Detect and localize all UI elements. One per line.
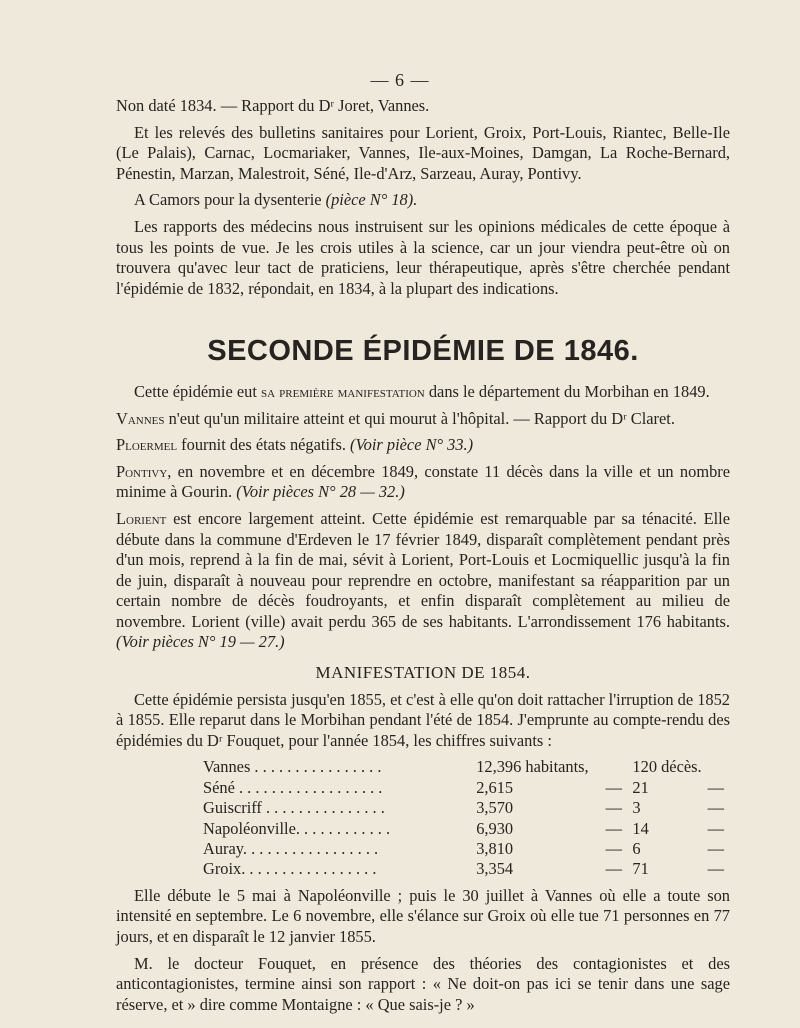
paragraph-1854: Cette épidémie persista jusqu'en 1855, et c'est à elle qu'on doit rattacher l'irruption de 1852 à 1855. Elle reparut dans le Morbihan pendant l'été de 1854. J'emprunte au compte-rendu des épidémies du Dʳ Fouquet, pour l'année 1854, les chiffres suivants : <box>116 689 730 750</box>
cell-town: Groix. . . . . . . . . . . . . . . . . <box>203 859 377 879</box>
cell-town: Auray. . . . . . . . . . . . . . . . . <box>203 839 379 859</box>
vannes-text: n'eut qu'un militaire atteint et qui mourut à l'hôpital. — Rapport du Dʳ Claret. <box>164 408 675 428</box>
pontivy-name: Pontivy <box>116 461 168 481</box>
cell-dash1: — <box>605 818 623 838</box>
cell-cases: 21 <box>632 777 649 797</box>
paragraph-ploermel <box>116 435 730 456</box>
first-smallcaps: sa première manifestation <box>260 381 425 401</box>
vannes-name: Vannes <box>116 408 165 428</box>
cell-dash2 <box>702 757 730 777</box>
first-b: dans le département du Morbihan en 1849. <box>424 381 710 401</box>
cell-count: 3,570 <box>476 798 514 818</box>
paragraph-progression: Elle débute le 5 mai à Napoléonville ; puis le 30 juillet à Vannes où elle a toute son intensité en septembre. Le 6 novembre, elle s'élance sur Groix où elle tue 71 personnes en 77 jours, et en disparaît le 12 janvier 1855. <box>116 885 730 947</box>
date-line: Non daté 1834. — Rapport du Dʳ Joret, Vannes. <box>116 96 430 115</box>
table-row <box>203 798 730 818</box>
cell-cases: 6 <box>632 839 641 859</box>
cell-town: Napoléonville. . . . . . . . . . . . <box>203 818 391 838</box>
paragraph-vannes <box>116 409 730 430</box>
cell-dash2: — <box>707 798 724 818</box>
paragraph-reports: Les rapports des médecins nous instruisent sur les opinions médicales de cette époque à tous les points de vue. Je les crois utiles à la science, car un jour viendra peut-être où on trouvera qu'avec leur tact de praticiens, leur thérapeutique, après s'être cherchée pendant l'épidémie de 1832, répondait, en 1834, à la plupart des indications. <box>116 216 730 298</box>
cell-dash1 <box>595 757 632 777</box>
statistics-table <box>203 757 730 879</box>
cell-count: 3,810 <box>476 839 514 859</box>
table-row <box>203 859 730 879</box>
paragraph-bulletins: Et les relevés des bulletins sanitaires pour Lorient, Groix, Port-Louis, Riantec, Belle-Ile (Le Palais), Carnac, Locmariaker, Vannes, Ile-aux-Moines, Damgan, La Roche-Bernard, Pénestin, Marzan, Malestroit, Séné, Ile-d'Arz, Sarzeau, Auray, Pontivy. <box>116 122 730 183</box>
pontivy-text: , en novembre et en décembre 1849, constate 11 décès dans la ville et un nombre minime à Gourin. <box>116 461 730 502</box>
paragraph-pontivy <box>116 462 730 503</box>
ploermel-name: Ploermel <box>116 435 178 455</box>
paragraph-lorient <box>116 509 730 653</box>
paragraph-conclusion: M. le docteur Fouquet, en présence des théories des contagionistes et des anticontagionistes, termine ainsi son rapport : « Ne doit-on pas ici se tenir dans une sage réserve, et » dire comme Montaigne : « Que sais-je ? » <box>116 953 730 1014</box>
cell-dash1: — <box>605 777 623 797</box>
section-heading: SECONDE ÉPIDÉMIE DE 1846. <box>207 335 639 368</box>
cell-cases: 71 <box>632 859 649 879</box>
table-row <box>203 839 730 859</box>
cell-town: Vannes . . . . . . . . . . . . . . . . <box>203 757 382 777</box>
lorient-text: est encore largement atteint. Cette épidémie est remarquable par sa ténacité. Elle débute dans la commune d'Erdeven le 17 février 1849, disparaît complètement pendant près d'un mois, reprend à la fin de mai, sévit à Lorient, Port-Louis et Locmiquellic jusqu'à la fin de juin, disparaît à nouveau pour reprendre en octobre, manifestant sa réapparition par un certain nombre de décès foudroyants, et enfin disparaît complètement au milieu de novembre. Lorient (ville) avait perdu 365 de ses habitants. L'arrondissement 176 habitants. <box>116 508 730 631</box>
table-row <box>203 819 730 839</box>
cell-dash2: — <box>707 839 724 859</box>
cell-count: 2,615 <box>476 777 514 797</box>
lorient-ref: (Voir pièces N° 19 — 27.) <box>116 632 285 652</box>
cell-cases: 3 <box>632 798 641 818</box>
cell-dash1: — <box>605 859 623 879</box>
cell-cases: 120 décès. <box>632 757 702 777</box>
camors-text: A Camors pour la dysenterie <box>134 190 326 210</box>
cell-dash2: — <box>707 818 724 838</box>
cell-dash1: — <box>605 798 623 818</box>
pontivy-ref: (Voir pièces N° 28 — 32.) <box>236 482 405 502</box>
first-a: Cette épidémie eut <box>134 381 261 401</box>
paragraph-camors <box>116 190 730 211</box>
statistics-table-wrapper <box>116 757 730 879</box>
table-row <box>203 757 730 777</box>
cell-dash1: — <box>605 839 623 859</box>
subheading: MANIFESTATION DE 1854. <box>315 663 531 683</box>
lorient-name: Lorient <box>116 508 167 528</box>
cell-town: Séné . . . . . . . . . . . . . . . . . . <box>203 777 383 797</box>
camors-ref: (pièce N° 18). <box>325 190 418 210</box>
cell-dash2: — <box>707 859 724 879</box>
cell-count: 12,396 habitants, <box>476 757 589 777</box>
cell-town: Guiscriff . . . . . . . . . . . . . . . <box>203 798 385 818</box>
paragraph-first <box>116 382 730 403</box>
cell-count: 6,930 <box>476 818 514 838</box>
cell-dash2: — <box>707 777 724 797</box>
cell-count: 3,354 <box>476 859 514 879</box>
cell-cases: 14 <box>632 818 649 838</box>
text-body <box>116 96 730 1021</box>
table-row <box>203 778 730 798</box>
ploermel-ref: (Voir pièce N° 33.) <box>350 435 474 455</box>
page-number: — 6 — <box>370 70 430 90</box>
ploermel-text: fournit des états négatifs. <box>177 435 351 455</box>
